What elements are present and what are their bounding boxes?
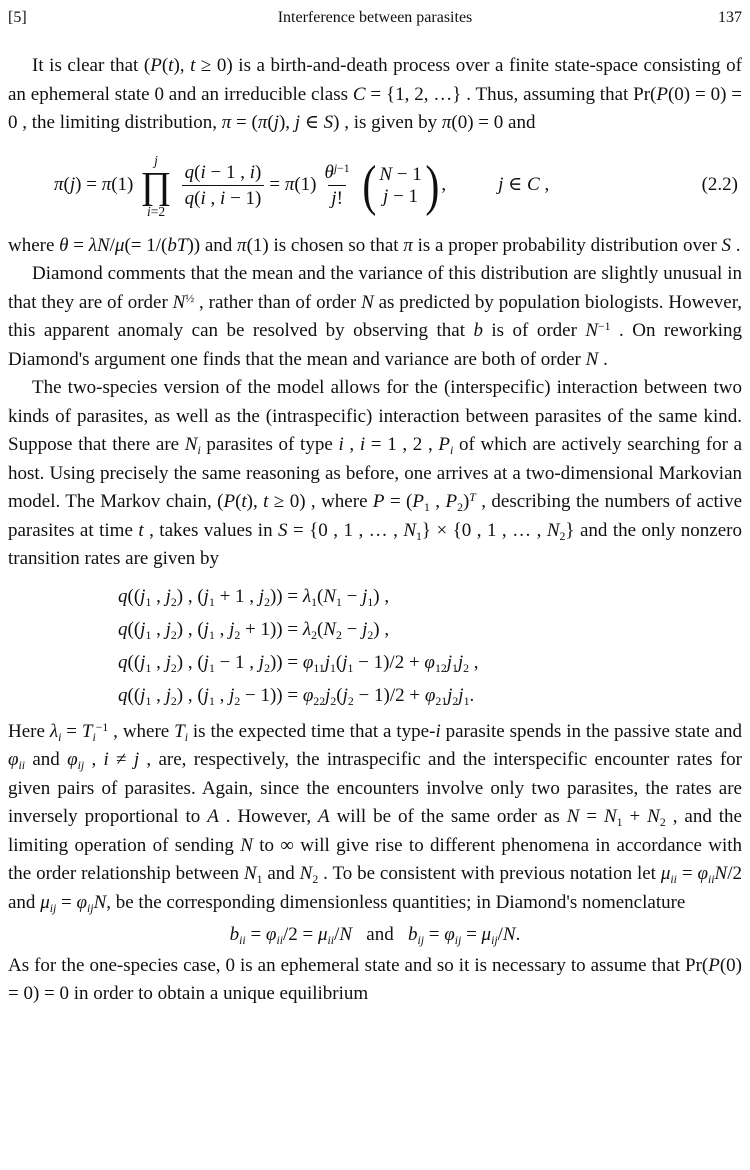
eq22-theta-fraction <box>322 161 353 211</box>
paragraph-one-species-case: As for the one-species case, 0 is an ephemeral state and so it is necessary to assume that Pr(P(0) = 0) = 0 in order to obtain a unique equilibrium <box>8 954 742 1004</box>
running-title: Interference between parasites <box>277 9 473 26</box>
fraction-numerator: q(i − 1 , i) <box>184 161 262 183</box>
paragraph-diamond-comments: Diamond comments that the mean and the variance of this distribution are slightly unusual in that they are of order $N^{\frac{1}{2}}$ , rather than of order N as predicted by population biologists. However, this apparent anomaly can be resolved by observing that b is of order $N^{-1}$ . On reworking Diamond's argument one finds that the mean and variance are both of order N . <box>8 263 743 370</box>
paragraph-intro: It is clear that (P(t), t ≥ 0) is a birth-and-death process over a finite state-space consisting of an ephemeral state 0 and an irreducible class C = {1, 2, …} . Thus, assuming that Pr(P(0) = 0) = 0 , the limiting distribution, π = (π(j), j ∈ S) , is given by π(0) = 0 and <box>8 55 742 133</box>
paragraph-two-species: The two-species version of the model allows for the (interspecific) interaction between two kinds of parasites, as well as the (intraspecific) interaction between parasites of the same kind. Suppose that there are $N_i$ parasites of type i , i = 1 , 2 , $P_i$ of which are actively searching for a host. Using precisely the same reasoning as before, one arrives at a two-dimensional Markovian model. The Markov chain, (P(t), t ≥ 0) , where $P = (P_1$ , $P_2)^T$ , describing the numbers of active parasites at time t , takes values in S = {0 , 1 , … , $N_1\} \times \{0$ , 1 , … , $N_2$} and the only nonzero transition rates are given by <box>8 377 743 569</box>
product-symbol: ∏ <box>140 164 172 207</box>
fraction-denominator: j! <box>328 185 346 211</box>
page-body <box>8 52 742 1009</box>
rate-line: $q((j_1$ , $j_2$) , ($j_1$ , $j_2 + 1)) = \lambda_2(N_2 - j_2)$ , <box>118 618 390 642</box>
product-lower-limit: i=2 <box>146 203 166 219</box>
paragraph-here-lambda: Here $\lambda_i = T_i^{-1}$ , where $T_i$ is the expected time that a type-i parasite spends in the passive state and $\varphi_{ii}$ and $\varphi_{ij}$ , i ≠ j , are, respectively, the intraspecific and the interspecific encounter rates for given pairs of parasites. Again, since the encounters involve only two parasites, the rates are inversely proportional to A . However, A will be of the same order as $N = N_1 + N_2$ , and the limiting operation of sending N to ∞ will give rise to different phenomena in accordance with the order relationship between $N_1$ and $N_2$ . To be consistent with previous notation let $\mu_{ii} = \varphi_{ii}N/2$ and $\mu_{ij} = \varphi_{ij}N$, be the corresponding dimensionless quantities; in Diamond's nomenclature <box>8 720 743 915</box>
fraction-denominator: q(i , i − 1) <box>182 185 265 211</box>
paragraph-where-theta: where θ = λN/μ(= 1/(bT)) and π(1) is chosen so that π is a proper probability distribution over S . <box>8 234 741 256</box>
product-operator <box>140 154 171 218</box>
page-number: 137 <box>718 9 742 26</box>
rate-line: $q((j_1$ , $j_2$) , ($j_1 - 1$ , $j_2)) = \varphi_{11}j_1(j_1 - 1)/2 + \varphi_{12}j_1j_2$ , <box>118 651 479 675</box>
product-upper-limit: j <box>154 152 158 168</box>
binomial-top: N − 1 <box>379 164 422 186</box>
binomial-bottom: j − 1 <box>383 185 419 207</box>
binomial-coefficient <box>360 154 442 217</box>
equation-number: (2.2) <box>701 174 738 196</box>
transition-rates-block <box>118 580 742 712</box>
eq22-middle: = π(1) <box>269 174 317 196</box>
open-paren: ( <box>362 154 376 217</box>
rate-line: $q((j_1$ , $j_2$) , ($j_1$ , $j_2 - 1)) = \varphi_{22}j_2(j_2 - 1)/2 + \varphi_{21}j_2j_1$. <box>118 684 475 708</box>
fraction-numerator: $\theta^{j-1}$ <box>324 161 350 183</box>
running-head <box>8 8 742 28</box>
rate-line: $q((j_1$ , $j_2$) , ($j_1 + 1$ , $j_2)) = \lambda_1(N_1 - j_1)$ , <box>118 585 390 609</box>
equation-2-2 <box>8 144 742 228</box>
b-definitions-equation: $b_{ii} = \varphi_{ii}/2 = \mu_{ii}/N$ and $b_{ij} = \varphi_{ij} = \mu_{ij}/N$. <box>229 924 521 947</box>
eq22-lhs: π(j) = π(1) <box>54 174 134 196</box>
eq22-rate-fraction <box>182 161 265 211</box>
binomial-entries <box>379 164 421 207</box>
section-mark: [5] <box>8 9 27 26</box>
eq22-trailing-comma: , <box>441 174 447 196</box>
close-paren: ) <box>425 154 440 217</box>
eq22-condition: j ∈ C , <box>498 174 550 196</box>
